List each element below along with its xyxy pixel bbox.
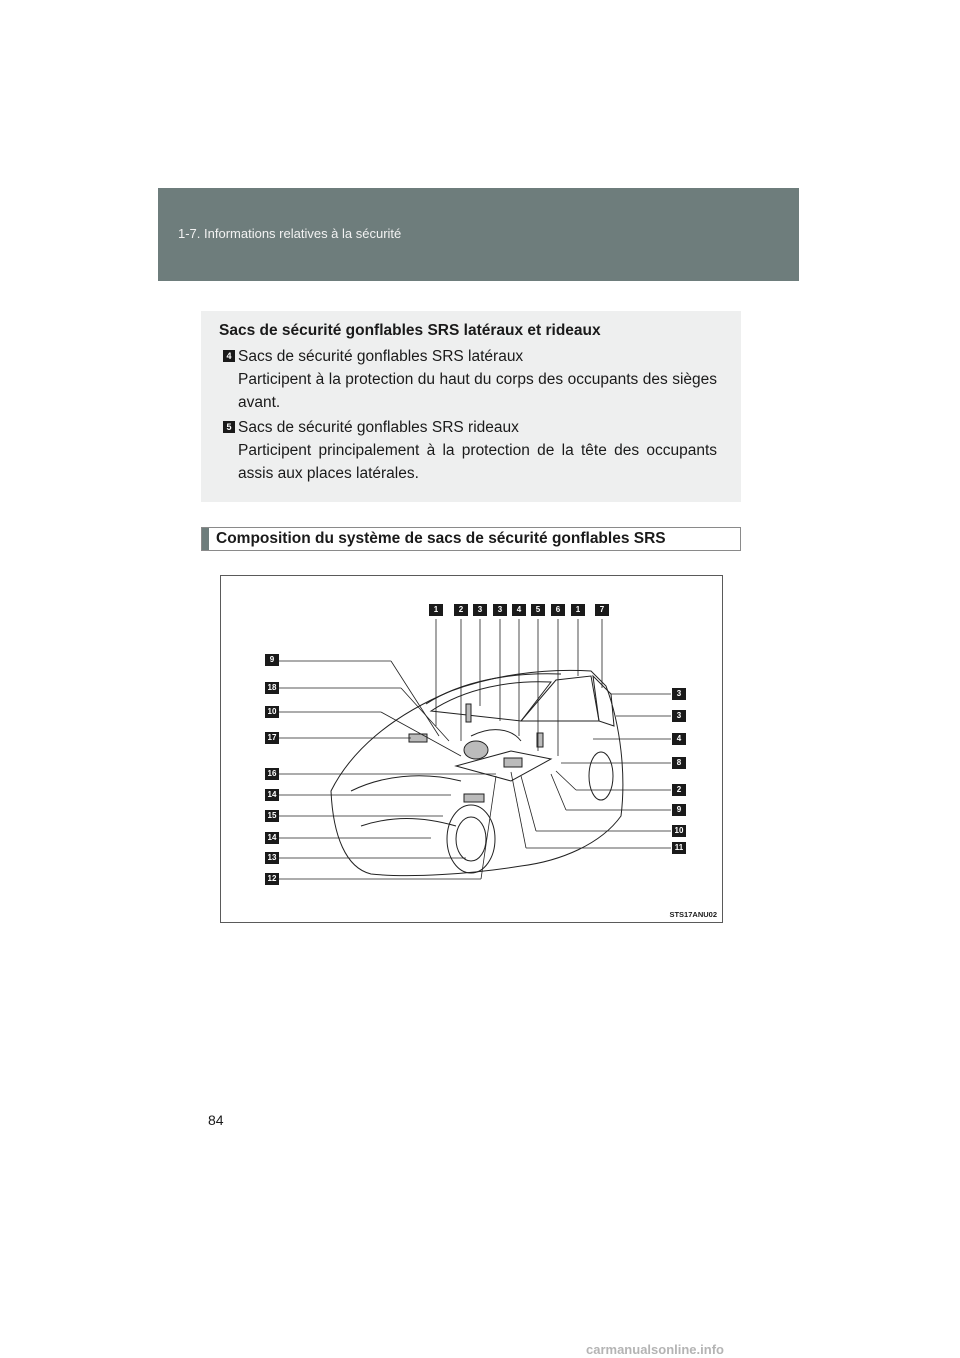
callout-label: 9: [672, 804, 686, 816]
page-number: 84: [208, 1112, 224, 1128]
section-title: Composition du système de sacs de sécurité gonflables SRS: [216, 530, 666, 547]
info-box-title: Sacs de sécurité gonflables SRS latéraux et rideaux: [219, 322, 601, 339]
figure-code: STS17ANU02: [669, 910, 717, 919]
callout-label: 1: [429, 604, 443, 616]
section-heading-bar: [201, 527, 741, 551]
airbag-system-diagram: [220, 575, 723, 923]
info-item-description: Participent à la protection du haut du corps des occupants des sièges avant.: [238, 371, 717, 411]
chapter-header: [158, 188, 799, 281]
callout-label: 9: [265, 654, 279, 666]
callout-label: 3: [493, 604, 507, 616]
callout-label: 10: [672, 825, 686, 837]
section-marker: [202, 528, 209, 550]
info-item-description: Participent principalement à la protection de la tête des occupants assis aux places latérales.: [238, 442, 717, 482]
callout-label: 2: [454, 604, 468, 616]
badge-4: 4: [223, 350, 235, 362]
callout-label: 1: [571, 604, 585, 616]
callout-label: 4: [672, 733, 686, 745]
callout-label: 18: [265, 682, 279, 694]
callout-label: 8: [672, 757, 686, 769]
callout-label: 13: [265, 852, 279, 864]
callout-label: 15: [265, 810, 279, 822]
callout-label: 12: [265, 873, 279, 885]
info-item-side-airbags: [223, 345, 717, 414]
watermark[interactable]: carmanualsonline.info: [586, 1342, 724, 1357]
callout-label: 3: [672, 710, 686, 722]
info-box: [201, 311, 741, 502]
callout-label: 3: [672, 688, 686, 700]
callout-label: 7: [595, 604, 609, 616]
callout-label: 17: [265, 732, 279, 744]
badge-5: 5: [223, 421, 235, 433]
callout-label: 4: [512, 604, 526, 616]
callout-label: 14: [265, 789, 279, 801]
callout-label: 3: [473, 604, 487, 616]
callout-label: 2: [672, 784, 686, 796]
info-item-heading: Sacs de sécurité gonflables SRS rideaux: [238, 419, 519, 436]
info-item-heading: Sacs de sécurité gonflables SRS latéraux: [238, 348, 524, 365]
callout-label: 6: [551, 604, 565, 616]
callout-label: 14: [265, 832, 279, 844]
callout-label: 11: [672, 842, 686, 854]
car-illustration: [221, 576, 722, 922]
info-item-curtain-airbags: [223, 416, 717, 485]
chapter-section-title: 1-7. Informations relatives à la sécurité: [178, 226, 402, 241]
callout-label: 10: [265, 706, 279, 718]
callout-label: 16: [265, 768, 279, 780]
callout-label: 5: [531, 604, 545, 616]
